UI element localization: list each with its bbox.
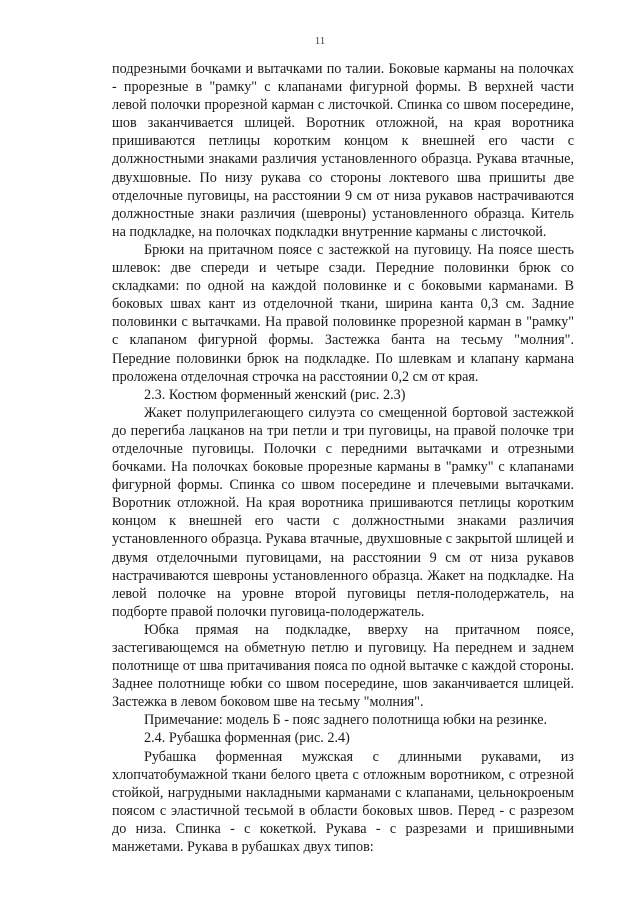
section-heading-shirt: 2.4. Рубашка форменная (рис. 2.4) xyxy=(144,730,350,747)
document-body xyxy=(112,60,574,856)
paragraph-trousers-description: Брюки на притачном поясе с застежкой на пуговицу. На поясе шесть шлевок: две спереди и четыре сзади. Передние половинки брюк со складками: по одной на каждой половинке и с боковыми карманами. В боковых швах кант из отделочной ткани, ширина канта 0,3 см. Задние половинки с вытачками. На правой половинке прорезной карман в "рамку" с клапаном фигурной формы. Застежка банта на тесьму "молния". Передние половинки брюк на подкладке. По шлевкам и клапану кармана проложена отделочная строчка на расстоянии 0,2 см от края. xyxy=(112,241,574,385)
paragraph-shirt-description: Рубашка форменная мужская с длинными рукавами, из хлопчатобумажной ткани белого цвета с отложным воротником, с отрезной стойкой, нагрудными накладными карманами с клапанами, цельнокроеным поясом с эластичной тесьмой в области боковых швов. Перед - с разрезом до низа. Спинка - с кокеткой. Рукава - с разрезами и пришивными манжетами. Рукава в рубашках двух типов: xyxy=(112,748,574,856)
note-model-b: Примечание: модель Б - пояс заднего полотнища юбки на резинке. xyxy=(144,712,548,729)
page-number: 11 xyxy=(314,35,326,47)
section-heading-women-suit: 2.3. Костюм форменный женский (рис. 2.3) xyxy=(144,386,406,403)
paragraph-jacket-description: Жакет полуприлегающего силуэта со смещенной бортовой застежкой до перегиба лацканов на три петли и три пуговицы, на правой полочке три отделочные пуговицы. Полочки с передними вытачками и отрезными бочками. На полочках боковые прорезные карманы в "рамку" с клапанами фигурной формы. Спинка со швом посередине и плечевыми вытачками. Воротник отложной. На края воротника пришиваются петлицы коротким концом к внешней его части с должностными знаками различия установленного образца. Рукава втачные, двухшовные с закрытой шлицей и двумя отделочными пуговицами, на расстоянии 9 см от низа рукавов настрачиваются шевроны установленного образца. Жакет на подкладке. На левой полочке на уровне второй пуговицы петля-полодержатель, на подборте правой полочки пуговица-полодержатель. xyxy=(112,404,574,620)
paragraph-tunic-description: подрезными бочками и вытачками по талии. Боковые карманы на полочках - прорезные в "рамку" с клапанами фигурной формы. В верхней части левой полочки прорезной карман с листочкой. Спинка со швом посередине, шов заканчивается шлицей. Воротник отложной, на края воротника пришиваются петлицы коротким концом к внешней его части с должностными знаками различия установленного образца. Рукава втачные, двухшовные. По низу рукава со стороны локтевого шва пришиты две отделочные пуговицы, на расстоянии 9 см от низа рукавов настрачиваются должностные знаки различия (шевроны) установленного образца. Китель на подкладке, на полочках подкладки внутренние карманы с листочкой. xyxy=(112,61,574,240)
paragraph-skirt-description: Юбка прямая на подкладке, вверху на притачном поясе, застегивающемся на обметную петлю и пуговицу. На переднем и заднем полотнище от шва притачивания пояса по одной вытачке с каждой стороны. Заднее полотнище юбки со швом посередине, шов заканчивается шлицей. Застежка в левом боковом шве на тесьму "молния". xyxy=(112,621,574,711)
